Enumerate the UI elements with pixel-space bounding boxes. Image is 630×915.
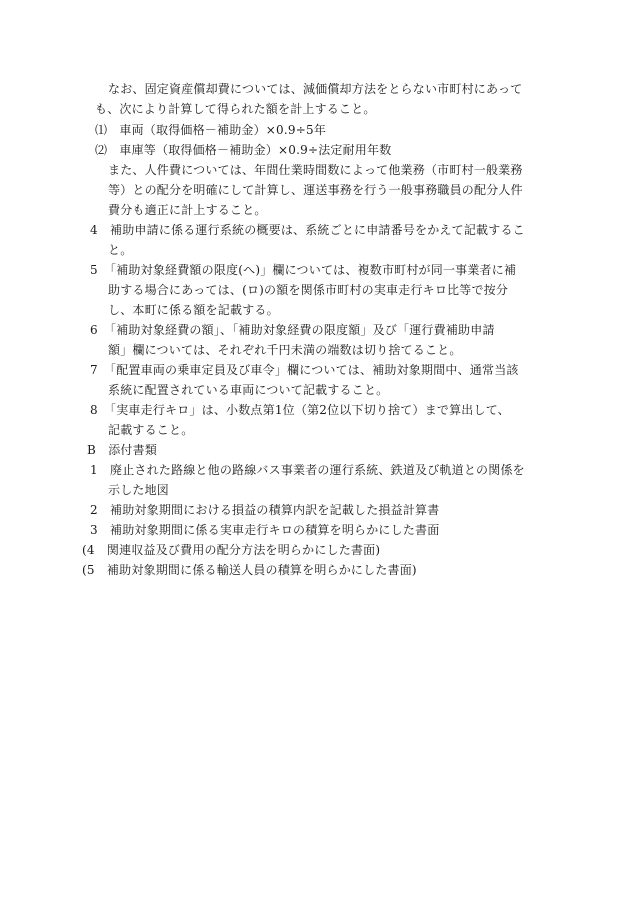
item-8-line-1: 8 「実車走行キロ」は、小数点第1位（第2位以下切り捨て）まで算出して、: [90, 403, 510, 417]
paragraph-personnel-line-2: 等）との配分を明確にして計算し、運送事務を行う一般事務職員の配分人件: [108, 183, 523, 197]
attachment-2: 2 補助対象期間における損益の積算内訳を記載した損益計算書: [90, 503, 440, 517]
attachment-3: 3 補助対象期間に係る実車走行キロの積算を明らかにした書面: [90, 523, 440, 537]
item-5-line-2: 助する場合にあっては、(ロ)の額を関係市町村の実車走行キロ比等で按分: [108, 283, 509, 297]
paragraph-depreciation-line-2: も、次により計算して得られた額を計上すること。: [95, 102, 376, 116]
item-6-line-2: 額」欄については、それぞれ千円未満の端数は切り捨てること。: [108, 343, 462, 357]
item-4-line-1: 4 補助申請に係る運行系統の概要は、系統ごとに申請番号をかえて記載するこ: [90, 223, 525, 237]
paragraph-personnel-line-3: 費分も適正に計上すること。: [108, 203, 267, 217]
attachment-1-line-1: 1 廃止された路線と他の路線バス事業者の運行系統、鉄道及び軌道との関係を: [90, 463, 525, 477]
section-b-heading: B 添付書類: [87, 443, 158, 457]
paragraph-depreciation-line-1: なお、固定資産償却費については、減価償却方法をとらない市町村にあって: [108, 82, 523, 96]
item-4-line-2: と。: [108, 243, 133, 257]
item-8-line-2: 記載すること。: [108, 423, 194, 437]
item-7-line-2: 系統に配置されている車両について記載すること。: [108, 383, 389, 397]
item-vehicle-formula: ⑴ 車両（取得価格－補助金）×0.9÷5年: [95, 123, 327, 137]
item-6-line-1: 6 「補助対象経費の額」、「補助対象経費の限度額」及び「運行費補助申請: [90, 323, 495, 337]
attachment-5: (5 補助対象期間に係る輸送人員の積算を明らかにした書面): [82, 563, 417, 577]
attachment-4: (4 関連収益及び費用の配分方法を明らかにした書面): [82, 543, 381, 557]
attachment-1-line-2: 示した地図: [108, 483, 170, 497]
item-5-line-1: 5 「補助対象経費額の限度(へ)」欄については、複数市町村が同一事業者に補: [90, 263, 517, 277]
item-5-line-3: し、本町に係る額を記載する。: [108, 303, 279, 317]
paragraph-personnel-line-1: また、人件費については、年間仕業時間数によって他業務（市町村一般業務: [108, 163, 523, 177]
item-7-line-1: 7 「配置車両の乗車定員及び車令」欄については、補助対象期間中、通常当該: [90, 363, 519, 377]
item-garage-formula: ⑵ 車庫等（取得価格－補助金）×0.9÷法定耐用年数: [95, 143, 392, 157]
